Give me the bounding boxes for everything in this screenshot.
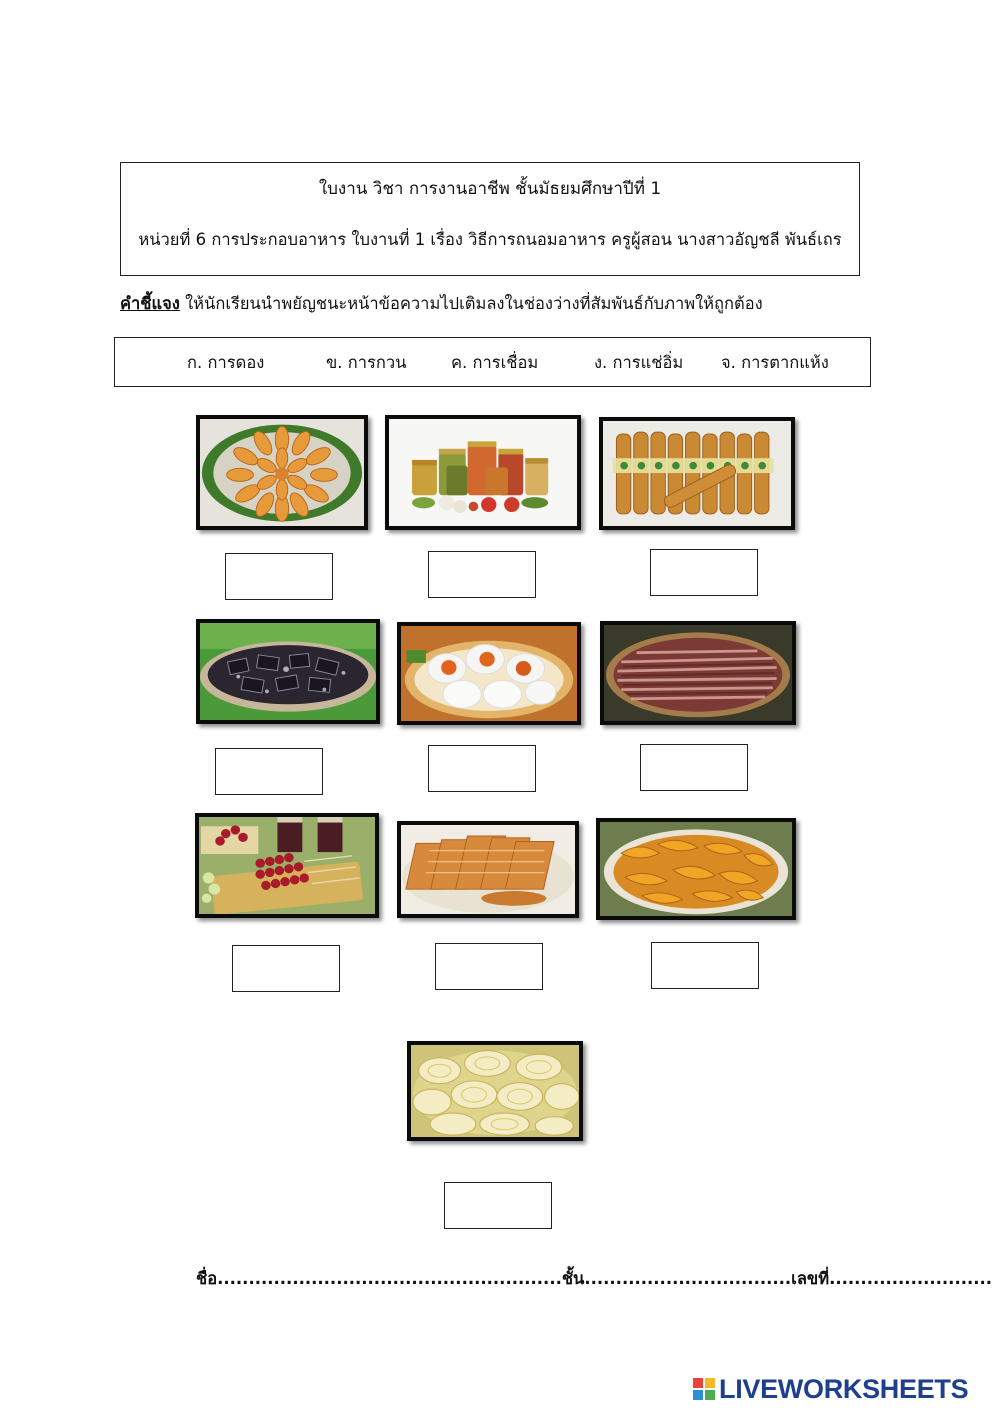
- dried-meat-tray-icon: [600, 621, 796, 725]
- pickled-cabbage-icon: [407, 1041, 583, 1141]
- options-box: [114, 337, 871, 387]
- salted-eggs-icon: [397, 622, 581, 725]
- worksheet-header: [120, 162, 860, 276]
- answer-box-10[interactable]: [444, 1182, 552, 1229]
- worksheet-title: ใบงาน วิชา การงานอาชีพ ชั้นมัธยมศึกษาปีที่ 1: [318, 179, 662, 199]
- worksheet-subtitle: หน่วยที่ 6 การประกอบอาหาร ใบงานที่ 1 เรื่อง วิธีการถนอมอาหาร ครูผู้สอน นางสาวอัญชลี พันธ์เถร: [138, 230, 842, 249]
- instruction-label: คำชี้แจง: [120, 294, 180, 313]
- liveworksheets-logo: [693, 1374, 968, 1404]
- answer-box-9[interactable]: [651, 942, 759, 989]
- candied-pumpkin-icon: [596, 818, 796, 920]
- answer-box-6[interactable]: [640, 744, 748, 791]
- liveworksheets-logo-icon: [693, 1378, 715, 1400]
- fruit-paste-rolls-icon: [599, 417, 795, 530]
- answer-box-3[interactable]: [650, 549, 758, 596]
- answer-box-5[interactable]: [428, 745, 536, 792]
- grass-jelly-icon: [196, 619, 380, 724]
- answer-box-8[interactable]: [435, 943, 543, 990]
- option-e: จ. การตากแห้ง: [721, 353, 829, 372]
- durian-paste-sheets-icon: [397, 821, 579, 918]
- student-info-line: ชื่อ.......................................................ชั้น.................................เลขที่..........................: [196, 1269, 993, 1288]
- candied-fruit-skewers-icon: [195, 813, 379, 918]
- option-b: ข. การกวน: [326, 353, 407, 372]
- option-c: ค. การเชื่อม: [451, 353, 539, 372]
- option-d: ง. การแช่อิ่ม: [594, 353, 684, 372]
- answer-box-4[interactable]: [215, 748, 323, 795]
- pickled-jars-icon: [385, 415, 581, 530]
- liveworksheets-logo-text: LIVEWORKSHEETS: [719, 1373, 969, 1404]
- answer-box-2[interactable]: [428, 551, 536, 598]
- dried-fruit-platter-icon: [196, 415, 368, 530]
- instruction: [120, 291, 763, 317]
- instruction-text: ให้นักเรียนนำพยัญชนะหน้าข้อความไปเติมลงในช่องว่างที่สัมพันธ์กับภาพให้ถูกต้อง: [179, 294, 763, 313]
- option-a: ก. การดอง: [187, 353, 265, 372]
- answer-box-7[interactable]: [232, 945, 340, 992]
- answer-box-1[interactable]: [225, 553, 333, 600]
